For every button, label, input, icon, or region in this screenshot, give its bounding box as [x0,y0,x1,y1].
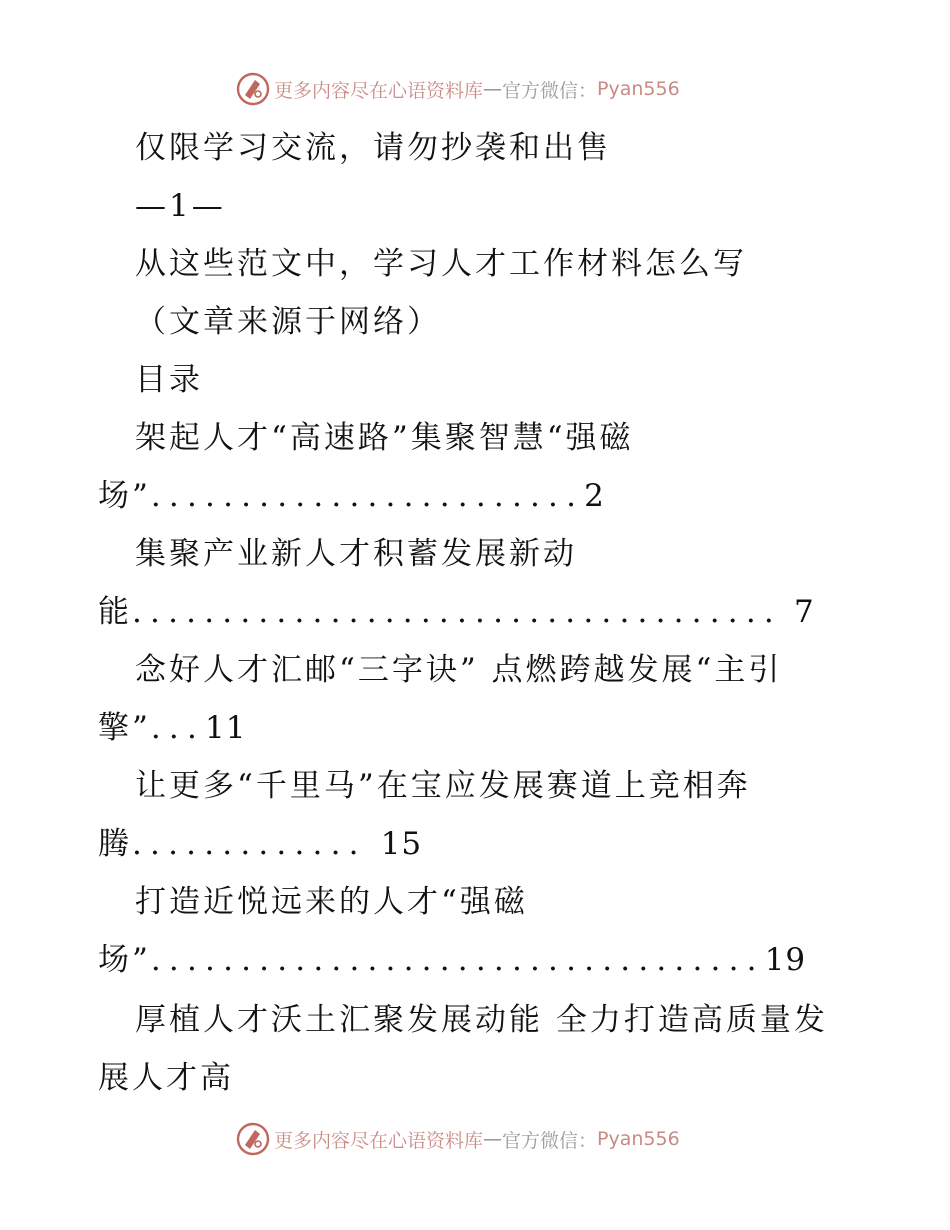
brand-logo-icon [236,1122,270,1156]
toc-entry-1-title-cont: 场” [98,478,151,514]
toc-entry-2-page: 7 [793,594,815,630]
toc-entry-5-page: 19 [764,942,807,978]
brand-logo-icon [236,72,270,106]
watermark-main-text: 更多内容尽在心语资料库 [274,79,484,102]
toc-entry-4-leader[interactable] [98,824,422,864]
toc-entry-5-title[interactable]: 打造近悦远来的人才“强磁 [135,884,528,920]
toc-entry-4-title[interactable]: 让更多“千里马”在宝应发展赛道上竞相奔 [135,768,751,804]
source-note: （文章来源于网络） [135,304,441,340]
toc-entry-6-title[interactable]: 厚植人才沃土汇聚发展动能 全力打造高质量发 [135,1002,828,1038]
watermark-wechat-id: Pyan556 [597,78,680,100]
watermark-main-text: 更多内容尽在心语资料库 [274,1129,484,1152]
page-marker: —1— [135,188,226,224]
watermark-wechat-id: Pyan556 [597,1128,680,1150]
notice-line: 仅限学习交流，请勿抄袭和出售 [135,130,611,166]
watermark-side-text: 官方微信： [502,1129,598,1152]
toc-entry-3-leader[interactable] [98,708,246,748]
toc-entry-4-page: 15 [380,826,423,862]
toc-entry-2-title-cont: 能 [98,594,132,630]
watermark-separator: — [483,1128,503,1150]
header-watermark [236,72,680,106]
toc-entry-1-dots: ........................ [150,478,585,514]
toc-entry-2-title[interactable]: 集聚产业新人才积蓄发展新动 [135,536,577,572]
toc-heading: 目录 [135,362,203,398]
toc-entry-1-page: 2 [584,478,605,514]
toc-entry-3-title-cont: 擎” [98,710,151,746]
toc-entry-2-dots: .................................... [132,594,782,630]
watermark-separator: — [483,78,503,100]
toc-entry-6-title-cont[interactable]: 展人才高 [98,1060,234,1096]
toc-entry-1-title[interactable]: 架起人才“高速路”集聚智慧“强磁 [135,420,634,456]
toc-entry-3-dots: ... [150,710,206,746]
toc-entry-1-leader[interactable] [98,476,605,516]
toc-entry-5-leader[interactable] [98,940,806,980]
toc-entry-3-page: 11 [205,710,247,746]
toc-entry-4-dots: ............. [132,826,367,862]
toc-entry-5-title-cont: 场” [98,942,151,978]
toc-entry-4-title-cont: 腾 [98,826,132,862]
document-title: 从这些范文中，学习人才工作材料怎么写 [135,246,747,282]
toc-entry-5-dots: .................................. [150,942,765,978]
toc-entry-3-title[interactable]: 念好人才汇邮“三字诀” 点燃跨越发展“主引 [135,652,783,688]
toc-entry-2-leader[interactable] [98,592,815,632]
watermark-side-text: 官方微信： [502,79,598,102]
footer-watermark [236,1122,680,1156]
